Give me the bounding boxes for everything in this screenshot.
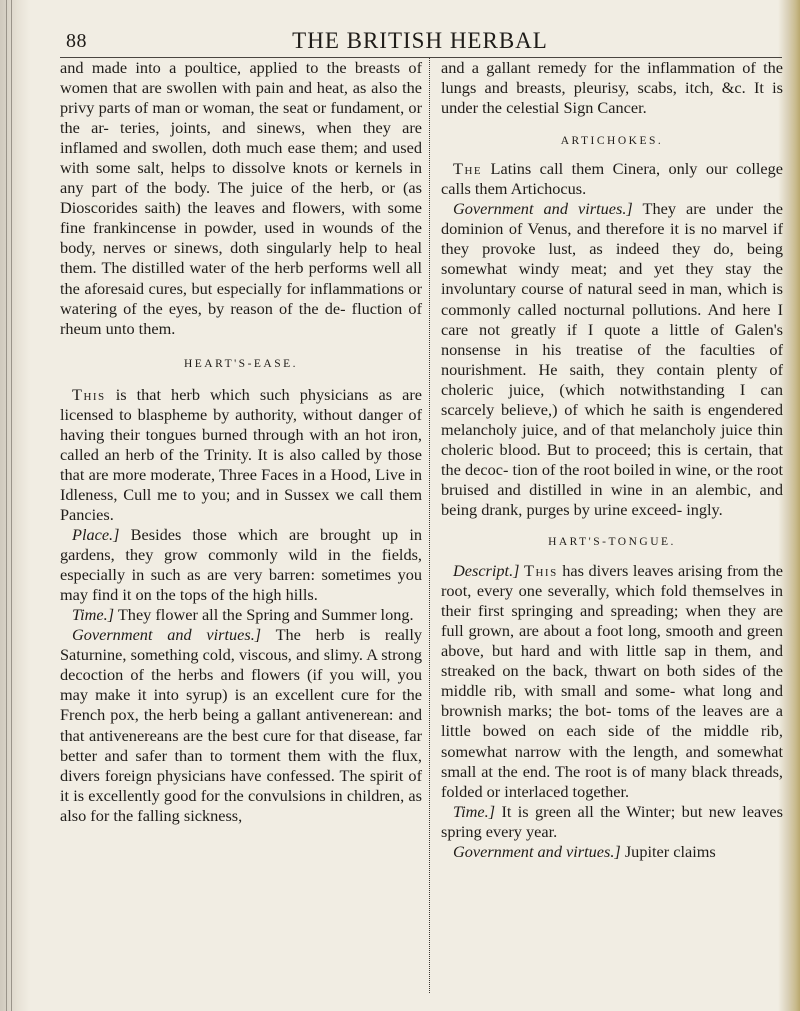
right-column [441, 58, 783, 862]
paragraph-description: Descript.] This has divers leaves arising from the root, every one severally, which fold themselves in their first springing and spreading; when they are full grown, are about a foot long, smooth and green above, but hard and with little sap in them, and streaked on the back, thwart on both sides of the middle rib, with small and some- what long and brownish marks; the bot- toms of the leaves are a little bowed on each side of the middle rib, somewhat narrow with the length, and somewhat small at the end. The root is of many black threads, folded or interlaced together. [441, 561, 783, 801]
paragraph-time: Time.] They flower all the Spring and Summer long. [72, 605, 414, 625]
paragraph: The Latins call them Cinera, only our college calls them Artichocus. [441, 159, 783, 199]
left-column [60, 58, 422, 826]
section-heading-hearts-ease: HEART'S-EASE. [183, 357, 299, 370]
column-divider [429, 58, 430, 993]
paragraph-government: Government and virtues.] The herb is really Saturnine, something cold, viscous, and slimy. A strong decoction of the herbs and flowers (if you will, you may make it into syrup) is an excellent cure for the French pox, the herb being a gallant antivenerean: and that antivenereans are the best cure for that disease, far better and safer than to torment them with the flux, divers foreign physicians have confessed. The spirit of it is excellently good for the convulsions in children, as also for the falling sickness, [60, 625, 422, 825]
page-header [60, 28, 780, 54]
paragraph-government: Government and virtues.] Jupiter claims [453, 841, 716, 861]
running-title: THE BRITISH HERBAL [292, 28, 548, 53]
paragraph: and a gallant remedy for the inflammation of the lungs and breasts, pleurisy, scabs, itch, &c. It is under the celestial Sign Cancer. [441, 58, 783, 118]
paragraph-government: Government and virtues.] They are under the dominion of Venus, and therefore it is no marvel if they provoke lust, as indeed they do, being somewhat windy meat; and yet they stay the involuntary course of natural seed in man, which is commonly called nocturnal pollutions. And here I care not greatly if I quote a little of Galen's nonsense in his treatise of the faculties of nourishment. He saith, they contain plenty of choleric juice, (which notwithstanding I can scarcely believe,) of which he saith is engendered melancholy juice, and of that melancholy juice thin choleric blood. But to proceed; this is certain, that the decoc- tion of the root boiled in wine, or the root bruised and distilled in wine in an alembic, and being drank, purges by urine exceed- ingly. [441, 199, 783, 519]
section-heading-harts-tongue: HART'S-TONGUE. [548, 536, 676, 549]
binding-edge [0, 0, 30, 1011]
paragraph: and made into a poultice, applied to the breasts of women that are swollen with pain and heat, as also the privy parts of man or woman, the seat or fundament, or the ar- teries, joints, and sinews, when they are inflamed and swollen, doth much ease them; and used with some salt, helps to dissolve knots or kernels in any part of the body. The juice of the herb, or (as Dioscorides saith) the leaves and flowers, with some fine frankincense in powder, used in wounds of the body, nerves or sinews, doth singularly help to heal them. The distilled water of the herb performs well all the aforesaid cures, but especially for inflammations or watering of the eyes, by reason of the de- fluction of rheum unto them. [60, 58, 422, 338]
page-number: 88 [66, 30, 87, 52]
paragraph: This is that herb which such physicians as are licensed to blaspheme by authority, without danger of having their tongues burned through with an hot iron, called an herb of the Trinity. It is also called by those that are more moderate, Three Faces in a Hood, Live in Idleness, Cull me to you; and in Sussex we call them Pancies. [60, 384, 422, 524]
paragraph-time: Time.] It is green all the Winter; but new leaves spring every year. [441, 801, 783, 841]
section-heading-artichokes: ARTICHOKES. [560, 135, 664, 148]
paragraph-place: Place.] Besides those which are brought up in gardens, they grow commonly wild in the fields, especially in such as are very barren: sometimes you may find it on the tops of the high hills. [60, 525, 422, 605]
